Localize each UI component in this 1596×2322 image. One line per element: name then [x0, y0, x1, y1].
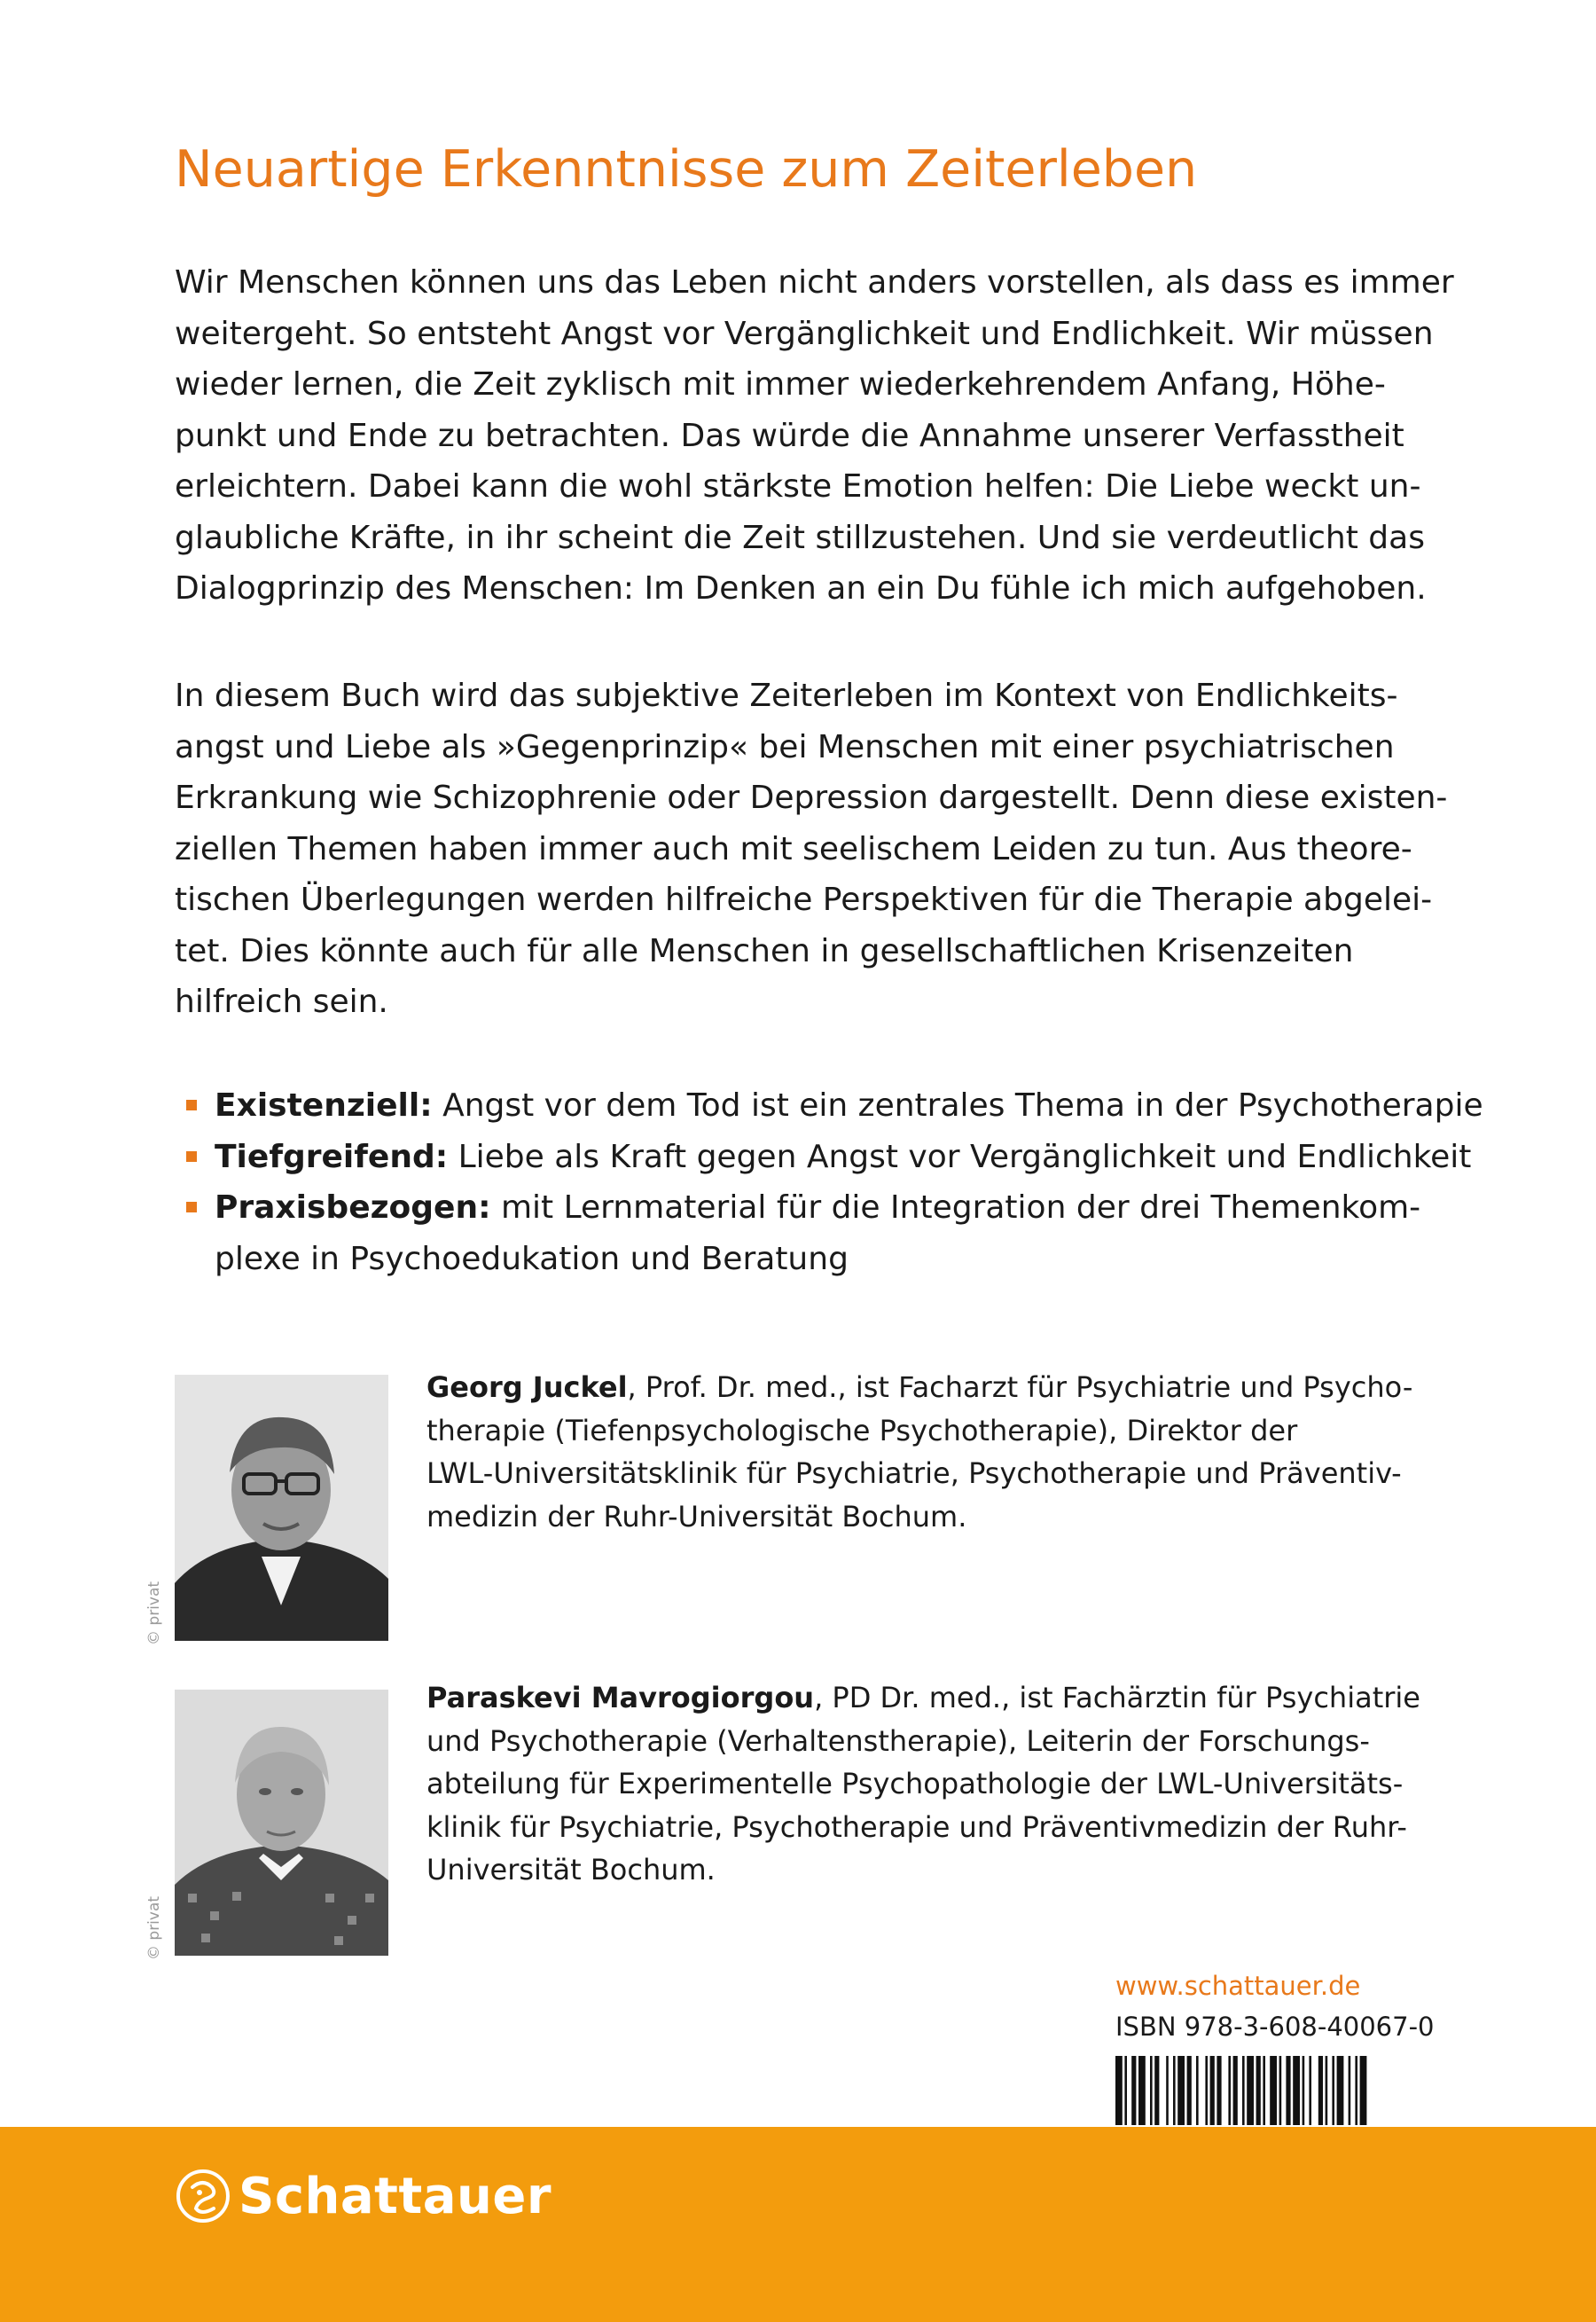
bullet-square-icon — [186, 1151, 197, 1162]
list-item — [175, 1182, 1483, 1284]
text-line: In diesem Buch wird das subjektive Zeiterleben im Kontext von Endlichkeits- — [175, 678, 1398, 714]
bio-line: abteilung für Experimentelle Psychopathologie der LWL-Universitäts- — [426, 1767, 1404, 1800]
text-line: angst und Liebe als »Gegenprinzip« bei Menschen mit einer psychiatrischen — [175, 728, 1395, 765]
paragraph-intro — [175, 257, 1454, 615]
barcode-bar — [1173, 2056, 1176, 2125]
barcode-bar — [1256, 2056, 1261, 2125]
text-line: Wir Menschen können uns das Leben nicht anders vorstellen, als dass es immer — [175, 264, 1454, 301]
barcode-bar — [1154, 2056, 1159, 2125]
text-line: tischen Überlegungen werden hilfreiche Perspektiven für die Therapie abgelei- — [175, 882, 1433, 918]
barcode-bar — [1205, 2056, 1208, 2125]
portrait-image — [175, 1690, 388, 1956]
feature-list — [175, 1080, 1483, 1284]
author-name: Georg Juckel — [426, 1370, 628, 1404]
bio-line: Universität Bochum. — [426, 1853, 716, 1887]
isbn-number: ISBN 978-3-608-40067-0 — [1115, 2012, 1435, 2042]
text-line: erleichtern. Dabei kann die wohl stärkste Emotion helfen: Die Liebe weckt un- — [175, 468, 1421, 505]
author-bio-mavrogiorgou — [426, 1676, 1420, 1892]
bio-line: , PD Dr. med., ist Fachärztin für Psychiatrie — [814, 1681, 1420, 1714]
schattauer-logo-icon — [175, 2168, 231, 2224]
barcode-bar — [1270, 2056, 1277, 2125]
text-line: glaubliche Kräfte, in ihr scheint die Zeit stillzustehen. Und sie verdeutlicht das — [175, 519, 1425, 556]
photo-credit: © privat — [145, 1895, 163, 1960]
barcode-bar — [1349, 2056, 1351, 2125]
bullet-term: Existenziell: — [215, 1087, 433, 1124]
bio-line: und Psychotherapie (Verhaltenstherapie), Leiterin der Forschungs- — [426, 1723, 1370, 1758]
barcode-bar — [1150, 2056, 1153, 2125]
publisher-logo — [175, 2161, 552, 2232]
barcode-bar — [1303, 2056, 1305, 2125]
barcode-bar — [1355, 2056, 1357, 2125]
author-bio-juckel — [426, 1366, 1412, 1538]
barcode-bar — [1131, 2056, 1136, 2125]
text-line: wieder lernen, die Zeit zyklisch mit immer wiederkehrendem Anfang, Höhe- — [175, 366, 1386, 403]
barcode-bar — [1242, 2056, 1245, 2125]
barcode-bar — [1138, 2056, 1146, 2125]
barcode-bar — [1187, 2056, 1192, 2125]
portrait-image — [175, 1375, 388, 1641]
barcode-bar — [1210, 2056, 1215, 2125]
barcode-bar — [1360, 2056, 1367, 2125]
barcode-bar — [1337, 2056, 1344, 2125]
page-title: Neuartige Erkenntnisse zum Zeiterleben — [175, 140, 1198, 199]
barcode-bar — [1293, 2056, 1300, 2125]
barcode-bar — [1263, 2056, 1265, 2125]
barcode-bar — [1166, 2056, 1169, 2125]
bullet-text: Angst vor dem Tod ist ein zentrales Thema in der Psychotherapie — [432, 1087, 1483, 1124]
bio-line: LWL-Universitätsklinik für Psychiatrie, Psychotherapie und Präventiv- — [426, 1456, 1402, 1490]
barcode-bar — [1115, 2056, 1123, 2125]
barcode-bar — [1124, 2056, 1127, 2125]
barcode-bar — [1228, 2056, 1231, 2125]
barcode-bar — [1332, 2056, 1334, 2125]
author-name: Paraskevi Mavrogiorgou — [426, 1681, 815, 1714]
bullet-square-icon — [186, 1202, 197, 1212]
bullet-term: Praxisbezogen: — [215, 1189, 491, 1226]
barcode-bar — [1196, 2056, 1199, 2125]
barcode-bar — [1286, 2056, 1290, 2125]
text-line: tet. Dies könnte auch für alle Menschen in gesellschaftlichen Krisenzeiten — [175, 932, 1354, 969]
text-line: Dialogprinzip des Menschen: Im Denken an ein Du fühle ich mich aufgehoben. — [175, 570, 1427, 607]
barcode-image — [1115, 2056, 1424, 2125]
barcode-bar — [1177, 2056, 1185, 2125]
publisher-website-link[interactable]: www.schattauer.de — [1115, 1971, 1361, 2001]
bullet-square-icon — [186, 1100, 197, 1110]
list-item — [175, 1080, 1483, 1132]
author-photo-mavrogiorgou — [175, 1690, 388, 1956]
list-item — [175, 1132, 1483, 1183]
text-line: weitergeht. So entsteht Angst vor Vergänglichkeit und Endlichkeit. Wir müssen — [175, 315, 1434, 352]
text-line: hilfreich sein. — [175, 984, 388, 1020]
bullet-text: mit Lernmaterial für die Integration der drei Themenkom- — [490, 1189, 1421, 1226]
barcode-bar — [1326, 2056, 1328, 2125]
author-photo-juckel — [175, 1375, 388, 1641]
text-line: Erkrankung wie Schizophrenie oder Depression dargestellt. Denn diese existen- — [175, 780, 1448, 816]
photo-credit: © privat — [145, 1581, 163, 1645]
bio-line: , Prof. Dr. med., ist Facharzt für Psychiatrie und Psycho- — [627, 1370, 1413, 1404]
text-line: punkt und Ende zu betrachten. Das würde die Annahme unserer Verfasstheit — [175, 417, 1404, 454]
barcode-bar — [1318, 2056, 1323, 2125]
barcode-bar — [1279, 2056, 1282, 2125]
bullet-term: Tiefgreifend: — [215, 1138, 449, 1175]
barcode-bar — [1247, 2056, 1254, 2125]
barcode-bar — [1309, 2056, 1311, 2125]
barcode-bar — [1217, 2056, 1221, 2125]
barcode-bar — [1233, 2056, 1238, 2125]
bio-line: therapie (Tiefenpsychologische Psychotherapie), Direktor der — [426, 1413, 1298, 1447]
bio-line: medizin der Ruhr-Universität Bochum. — [426, 1499, 967, 1534]
bio-line: klinik für Psychiatrie, Psychotherapie und Präventivmedizin der Ruhr- — [426, 1809, 1407, 1844]
text-line: ziellen Themen haben immer auch mit seelischem Leiden zu tun. Aus theore- — [175, 830, 1412, 867]
bullet-text: plexe in Psychoedukation und Beratung — [215, 1240, 849, 1277]
publisher-name: Schattauer — [239, 2167, 552, 2225]
paragraph-content — [175, 671, 1447, 1028]
bullet-text: Liebe als Kraft gegen Angst vor Vergänglichkeit und Endlichkeit — [448, 1138, 1472, 1175]
